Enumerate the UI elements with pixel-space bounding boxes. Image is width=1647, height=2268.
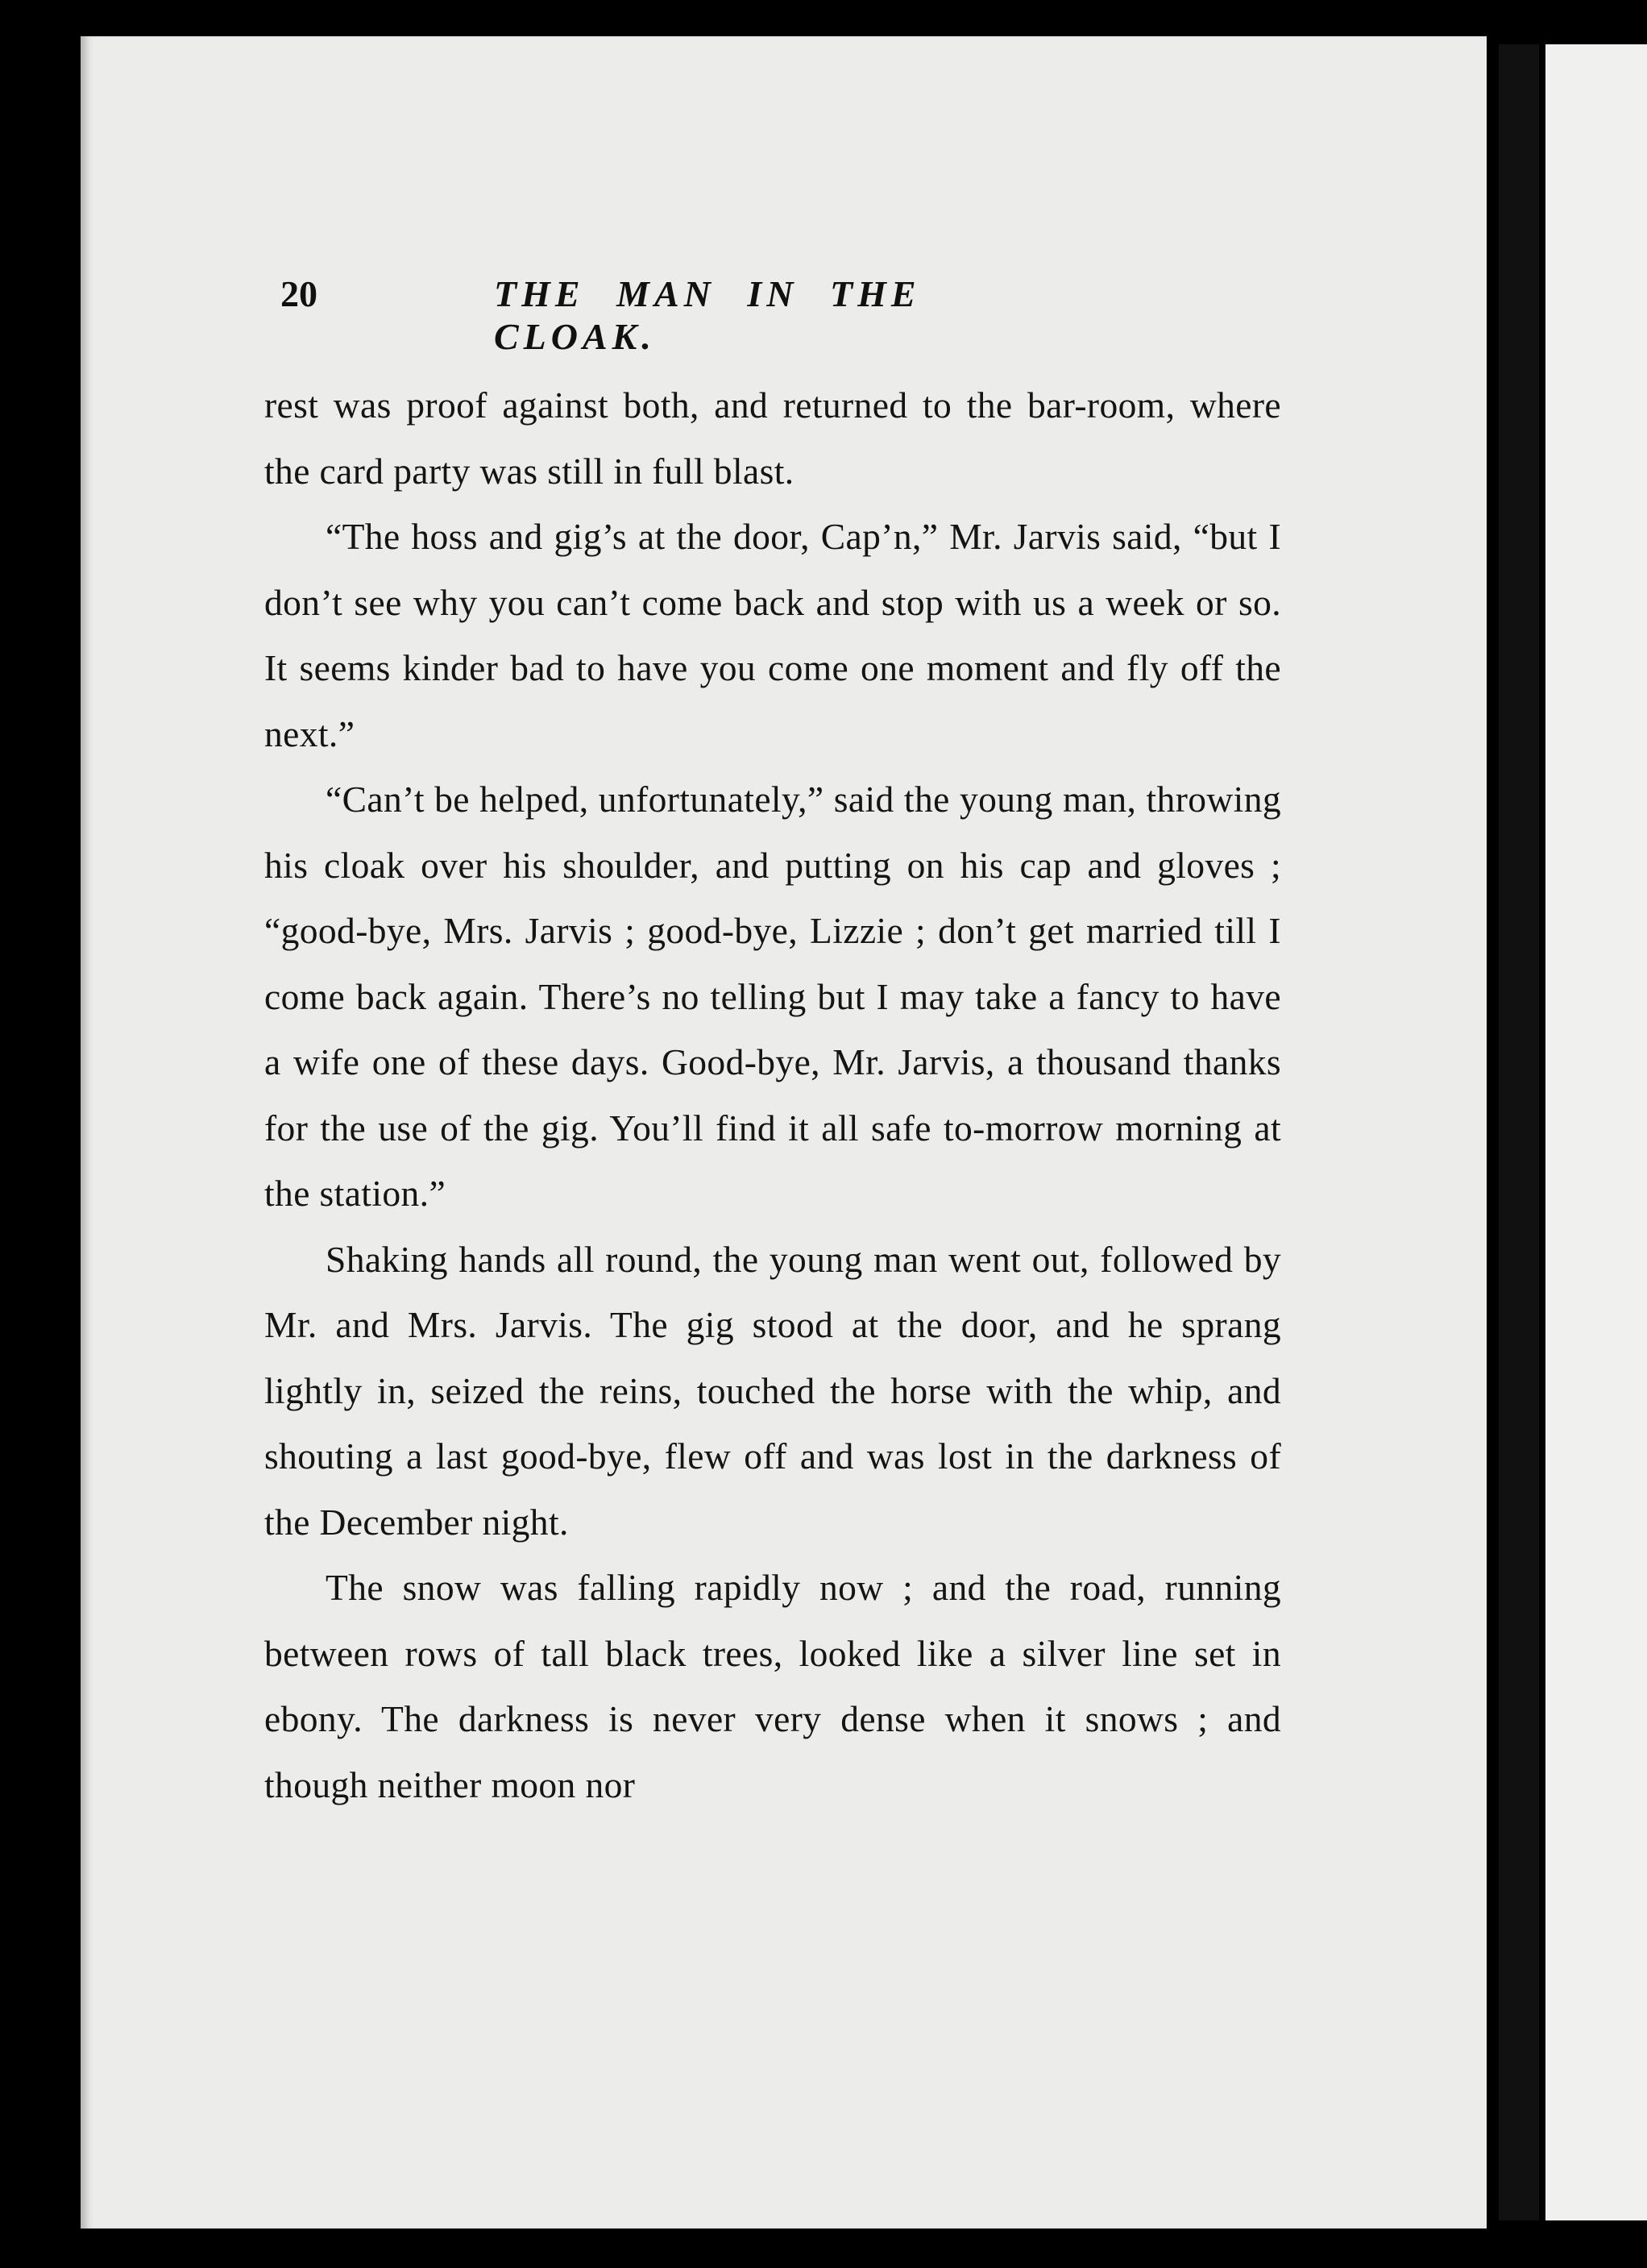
- page-number: 20: [280, 273, 317, 314]
- page-edge: [1499, 44, 1539, 2220]
- body-text: [264, 372, 1281, 1817]
- paragraph: rest was proof against both, and returned to the bar-room, where the card party was still in full blast.: [264, 384, 1281, 492]
- adjacent-page: [1545, 44, 1647, 2220]
- paragraph: Shaking hands all round, the young man went out, followed by Mr. and Mrs. Jarvis. The gig stood at the door, and he sprang lightly in, seized the reins, touched the horse with the whip, and shouting a last good-bye, flew off and was lost in the darkness of the December night.: [264, 1238, 1281, 1543]
- paragraph: “The hoss and gig’s at the door, Cap’n,” Mr. Jarvis said, “but I don’t see why you can’t come back and stop with us a week or so. It seems kinder bad to have you come one moment and fly off the next.”: [264, 516, 1281, 754]
- paragraph: “Can’t be helped, unfortunately,” said the young man, throwing his cloak over his shoulder, and putting on his cap and gloves ; “good-bye, Mrs. Jarvis ; good-bye, Lizzie ; don’t get married till I come back again. There’s no telling but I may take a fancy to have a wife one of these days. Good-bye, Mr. Jarvis, a thousand thanks for the use of the gig. You’ll find it all safe to-morrow morning at the station.”: [264, 779, 1281, 1214]
- page-header: [280, 272, 1086, 357]
- running-title: THE MAN IN THE CLOAK.: [494, 273, 921, 357]
- paragraph: The snow was falling rapidly now ; and the road, running between rows of tall black trees, looked like a silver line set in ebony. The darkness is never very dense when it snows ; and though neither moon nor: [264, 1567, 1281, 1805]
